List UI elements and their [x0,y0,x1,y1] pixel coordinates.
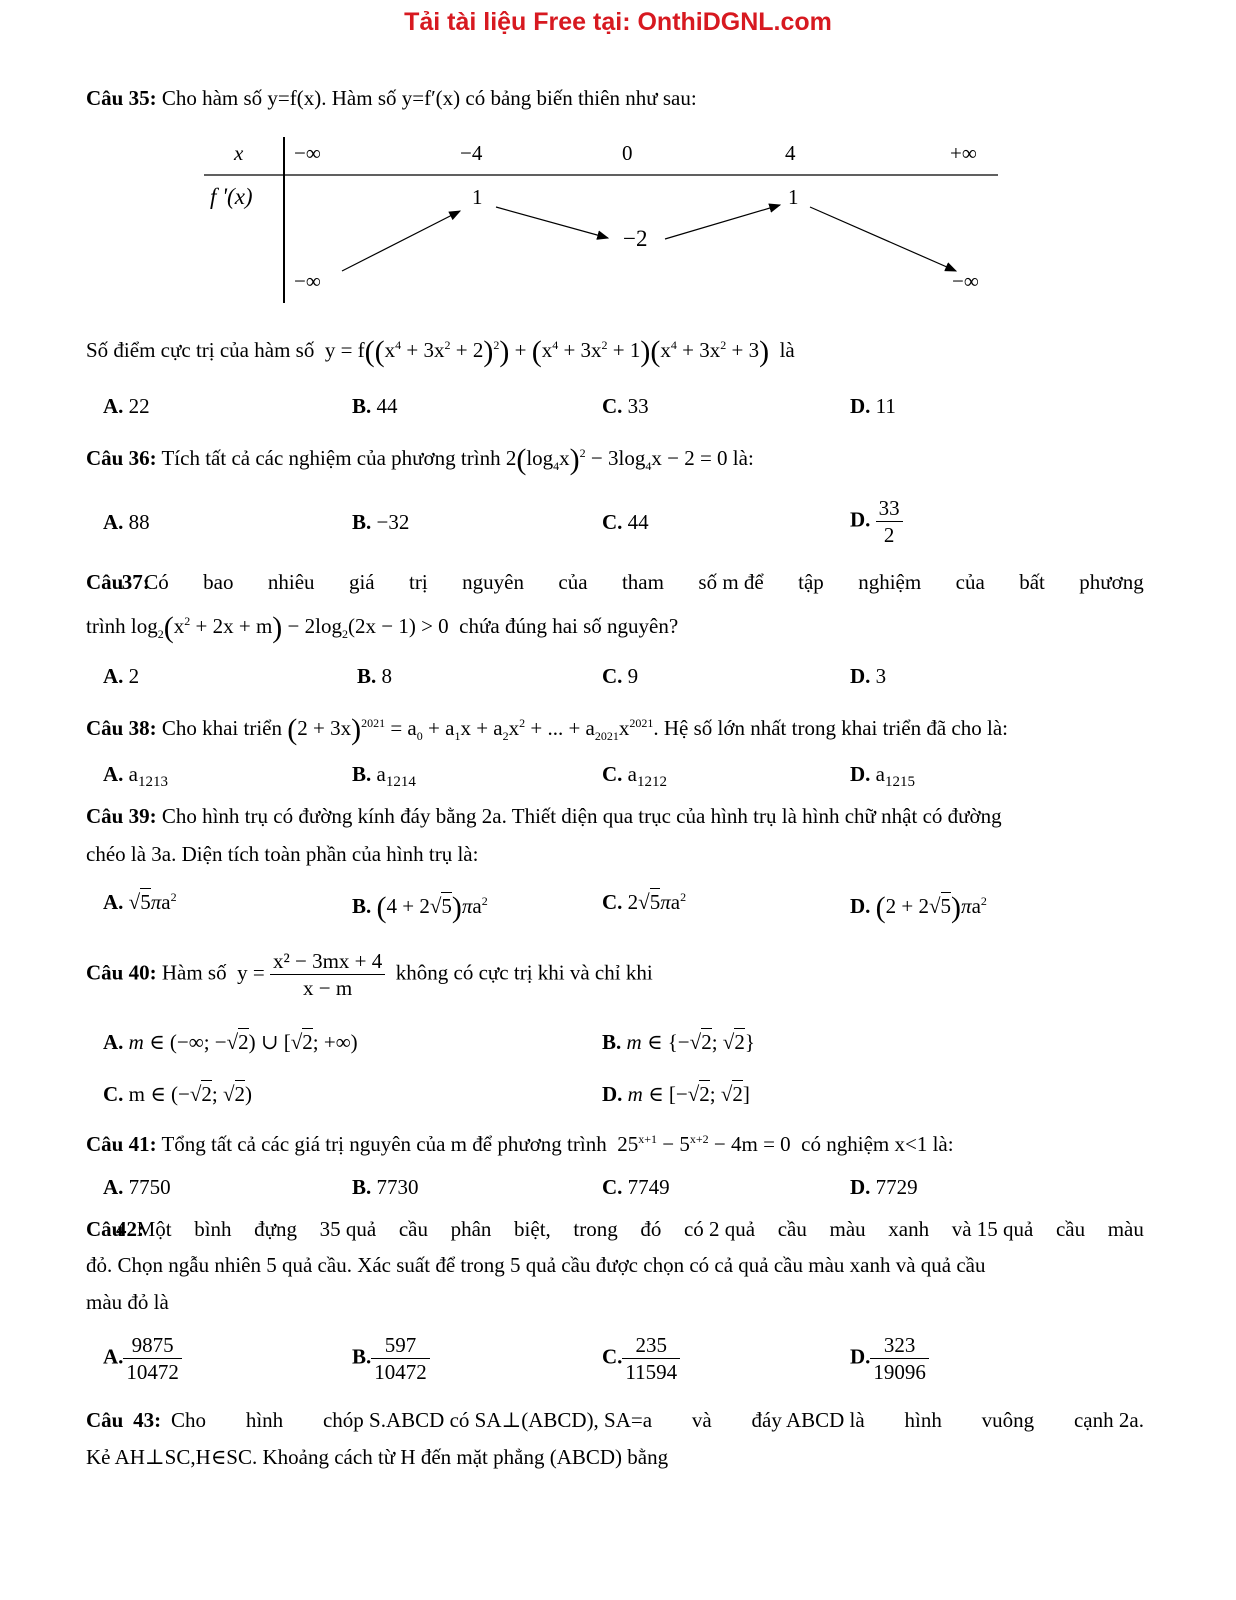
q39-option-d[interactable]: D. $(2 + 2√5)\pi a^2$ [850,891,987,924]
q38-option-a[interactable]: A. $a_{1213}$ [103,762,168,791]
q42-option-a[interactable]: A. $\frac{9875}{10472}$ [103,1332,182,1386]
table-x-value: 4 [785,141,796,165]
q35-option-b[interactable]: B. 44 [352,394,398,418]
table-x-value: +∞ [950,141,977,165]
q43-line1: Câu 43: Cho hình chóp S.ABCD có SA⊥(ABCD), SA=a và đáy ABCD là hình vuông cạnh 2a. [86,1408,1144,1432]
q38-label: Câu 38: [86,716,157,740]
table-f-value: −∞ [294,269,321,293]
table-f-value: 1 [472,185,483,209]
q38-formula: $(2 + 3x)^{2021} = a_0 + a_1x + a_2x^2$ + ... + $a_{2021}x^{2021}$ [287,713,654,746]
table-x-value: 0 [622,141,633,165]
q42-line1: Câu 42: Một bình đựng 35 quả cầu phân biệt, trong đó có 2 quả cầu màu xanh và 15 quả cầu màu [86,1217,1144,1241]
q36-label: Câu 36: [86,446,157,470]
table-f-value: 1 [788,185,799,209]
q35-option-c[interactable]: C. 33 [602,394,649,418]
table-x-value: −∞ [294,141,321,165]
q40-option-b[interactable]: B. m ∈ {−√2; √2} [602,1030,755,1054]
q42-line3: màu đỏ là [86,1290,169,1314]
q37-option-c[interactable]: C. 9 [602,664,639,688]
q38-option-d[interactable]: D. $a_{1215}$ [850,762,915,791]
q36-formula: $2(\log_4x)^2 - 3\log_4x - 2 = 0$ [505,443,728,476]
q38-stem [86,712,1008,748]
q37-option-d[interactable]: D. 3 [850,664,887,688]
q41-stem: Câu 41: Tổng tất cả các giá trị nguyên của m để phương trình $25^{x+1} - 5^{x+2} - 4m = 0$ có nghiệm x<1 là: [86,1132,954,1156]
q39-option-c[interactable]: C. $2√5\pi a^2$ [602,890,687,914]
q39-option-b[interactable]: B. $(4 + 2√5)\pi a^2$ [352,891,488,924]
site-header[interactable]: Tải tài liệu Free tại: OnthiDGNL.com [404,8,832,36]
q36-stem [86,442,754,478]
q39-line1: Câu 39: Cho hình trụ có đường kính đáy bằng 2a. Thiết diện qua trục của hình trụ là hình chữ nhật có đường [86,804,1002,828]
q41-option-b[interactable]: B. 7730 [352,1175,419,1199]
table-x-value: −4 [460,141,483,165]
arrow-up-1 [342,211,460,271]
q43-line2: Kẻ AH⊥SC,H∈SC. Khoảng cách từ H đến mặt phẳng (ABCD) bằng [86,1445,669,1469]
table-f-value: −2 [623,226,648,251]
table-f-value: −∞ [952,269,979,293]
q41-option-a[interactable]: A. 7750 [103,1175,171,1199]
variation-table [200,135,1000,310]
q36-option-d[interactable]: D. $\frac{33}{2}$ [850,495,903,549]
q41-option-d[interactable]: D. 7729 [850,1175,918,1199]
q42-option-b[interactable]: B. $\frac{597}{10472}$ [352,1332,430,1386]
arrow-down-1 [496,207,608,238]
q35-option-d[interactable]: D. 11 [850,394,896,418]
q37-formula: $\log_2(x^2 + 2x + m) - 2\log_2(2x - 1) > 0$ [130,611,449,644]
q42-option-d[interactable]: D. $\frac{323}{19096}$ [850,1332,929,1386]
table-x-label: x [234,141,244,165]
q41-formula: $25^{x+1} - 5^{x+2} - 4m = 0$ [617,1132,791,1156]
q38-option-c[interactable]: C. $a_{1212}$ [602,762,667,791]
q39-line2: chéo là 3a. Diện tích toàn phần của hình trụ là: [86,842,479,866]
q36-text: Tích tất cả các nghiệm của phương trình [161,446,501,470]
q37-option-a[interactable]: A. 2 [103,664,140,688]
q40-label: Câu 40: [86,960,157,985]
q37-line1: Câu 37: Có bao nhiêu giá trị nguyên của tham số m để tập nghiệm của bất phương [86,570,1144,594]
q35-question-suffix: là [779,338,795,362]
q35-label: Câu 35: [86,86,157,110]
table-f-label: f '(x) [210,184,253,209]
q35-question-prefix: Số điểm cực trị của hàm số [86,338,315,362]
q38-text: Cho khai triển [161,716,282,740]
q42-option-c[interactable]: C. $\frac{235}{11594}$ [602,1332,680,1386]
q39-label: Câu 39: [86,804,157,828]
q38-suffix: . Hệ số lớn nhất trong khai triển đã cho là: [653,716,1008,740]
q35-option-a[interactable]: A. 22 [103,394,150,418]
q37-line2: trình $\log_2(x^2 + 2x + m) - 2\log_2(2x - 1) > 0$ chứa đúng hai số nguyên? [86,611,679,644]
q40-option-c[interactable]: C. m ∈ (−√2; √2) [103,1082,253,1106]
q40-stem: Câu 40: Hàm số y = $\frac{\text{x² − 3mx + 4}}{x - m}$ không có cực trị khi và chỉ khi [86,949,653,1001]
q38-option-b[interactable]: B. $a_{1214}$ [352,762,416,791]
arrow-down-2 [810,207,956,271]
q40-option-d[interactable]: D. m ∈ [−√2; √2] [602,1082,750,1106]
q35-formula: $y = f((x^4 + 3x^2 + 2)^2) + (x^4 + 3x^2 + 1)(x^4 + 3x^2 + 3)$ [319,335,770,368]
q36-option-a[interactable]: A. 88 [103,510,150,534]
q35-text: Cho hàm số y=f(x). Hàm số y=f′(x) có bảng biến thiên như sau: [161,86,697,110]
q36-option-b[interactable]: B. −32 [352,510,410,534]
q41-option-c[interactable]: C. 7749 [602,1175,670,1199]
q40-option-a[interactable]: A. m ∈ (−∞; −√2) ∪ [√2; +∞) [103,1030,358,1054]
q39-option-a[interactable]: A. $√5\pi a^2$ [103,890,177,914]
q41-label: Câu 41: [86,1132,157,1156]
q35-stem [86,86,697,111]
q40-fraction: $\frac{\text{x² − 3mx + 4}}{x - m}$ [270,948,385,1002]
q36-option-c[interactable]: C. 44 [602,510,649,534]
q37-option-b[interactable]: B. 8 [357,664,393,688]
q36-suffix: là: [732,446,754,470]
q35-question [86,334,795,370]
arrow-up-2 [665,205,780,239]
q42-line2: đỏ. Chọn ngẫu nhiên 5 quả cầu. Xác suất để trong 5 quả cầu được chọn có cả quả cầu màu xanh và quả cầu [86,1253,986,1277]
